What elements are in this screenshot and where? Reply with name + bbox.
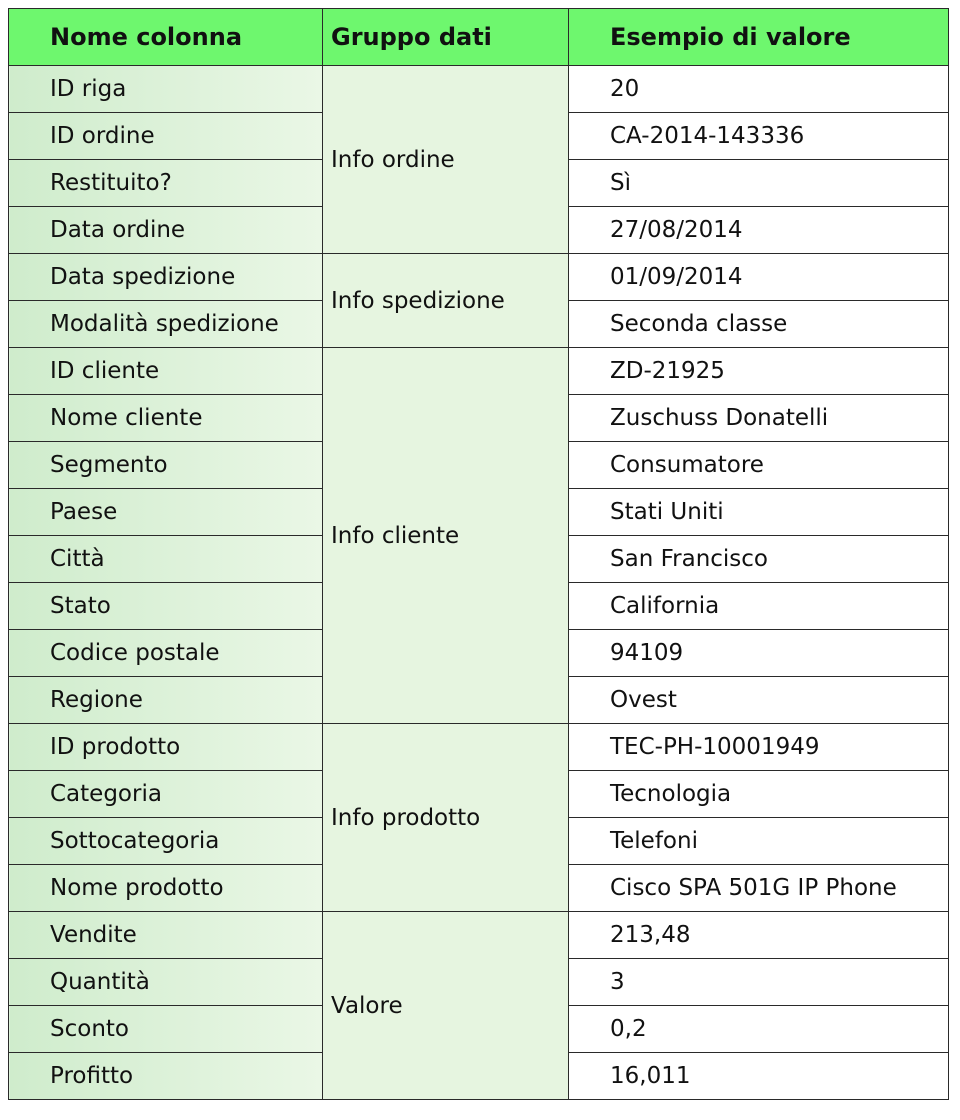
example-value-cell: 213,48 <box>569 912 949 959</box>
column-name-cell: Data ordine <box>9 207 323 254</box>
example-value-cell: 01/09/2014 <box>569 254 949 301</box>
column-name-cell: Profitto <box>9 1053 323 1100</box>
data-group-cell: Info ordine <box>323 66 569 254</box>
example-value-cell: Telefoni <box>569 818 949 865</box>
example-value-cell: 3 <box>569 959 949 1006</box>
data-group-cell: Info cliente <box>323 348 569 724</box>
table-row <box>9 66 949 113</box>
example-value-cell: 20 <box>569 66 949 113</box>
column-name-cell: Data spedizione <box>9 254 323 301</box>
data-dictionary-table <box>8 8 949 1100</box>
header-column-name: Nome colonna <box>9 9 323 66</box>
column-name-cell: Modalità spedizione <box>9 301 323 348</box>
example-value-cell: Sì <box>569 160 949 207</box>
column-name-cell: ID prodotto <box>9 724 323 771</box>
table-row <box>9 254 949 301</box>
column-name-cell: ID ordine <box>9 113 323 160</box>
example-value-cell: 16,011 <box>569 1053 949 1100</box>
data-group-cell: Info prodotto <box>323 724 569 912</box>
example-value-cell: TEC-PH-10001949 <box>569 724 949 771</box>
header-row <box>9 9 949 66</box>
header-data-group: Gruppo dati <box>323 9 569 66</box>
example-value-cell: Consumatore <box>569 442 949 489</box>
column-name-cell: Nome cliente <box>9 395 323 442</box>
column-name-cell: Restituito? <box>9 160 323 207</box>
example-value-cell: 94109 <box>569 630 949 677</box>
column-name-cell: Quantità <box>9 959 323 1006</box>
header-example-value: Esempio di valore <box>569 9 949 66</box>
example-value-cell: CA-2014-143336 <box>569 113 949 160</box>
column-name-cell: Stato <box>9 583 323 630</box>
example-value-cell: Zuschuss Donatelli <box>569 395 949 442</box>
column-name-cell: Paese <box>9 489 323 536</box>
example-value-cell: Seconda classe <box>569 301 949 348</box>
example-value-cell: California <box>569 583 949 630</box>
column-name-cell: Sconto <box>9 1006 323 1053</box>
column-name-cell: ID riga <box>9 66 323 113</box>
column-name-cell: Città <box>9 536 323 583</box>
column-name-cell: Sottocategoria <box>9 818 323 865</box>
column-name-cell: Vendite <box>9 912 323 959</box>
column-name-cell: Segmento <box>9 442 323 489</box>
data-group-cell: Valore <box>323 912 569 1100</box>
table-row <box>9 912 949 959</box>
table-row <box>9 348 949 395</box>
example-value-cell: 27/08/2014 <box>569 207 949 254</box>
example-value-cell: 0,2 <box>569 1006 949 1053</box>
example-value-cell: ZD-21925 <box>569 348 949 395</box>
column-name-cell: Categoria <box>9 771 323 818</box>
example-value-cell: Ovest <box>569 677 949 724</box>
table-row <box>9 724 949 771</box>
column-name-cell: Nome prodotto <box>9 865 323 912</box>
example-value-cell: Stati Uniti <box>569 489 949 536</box>
column-name-cell: Regione <box>9 677 323 724</box>
column-name-cell: ID cliente <box>9 348 323 395</box>
example-value-cell: Tecnologia <box>569 771 949 818</box>
column-name-cell: Codice postale <box>9 630 323 677</box>
example-value-cell: San Francisco <box>569 536 949 583</box>
example-value-cell: Cisco SPA 501G IP Phone <box>569 865 949 912</box>
data-group-cell: Info spedizione <box>323 254 569 348</box>
